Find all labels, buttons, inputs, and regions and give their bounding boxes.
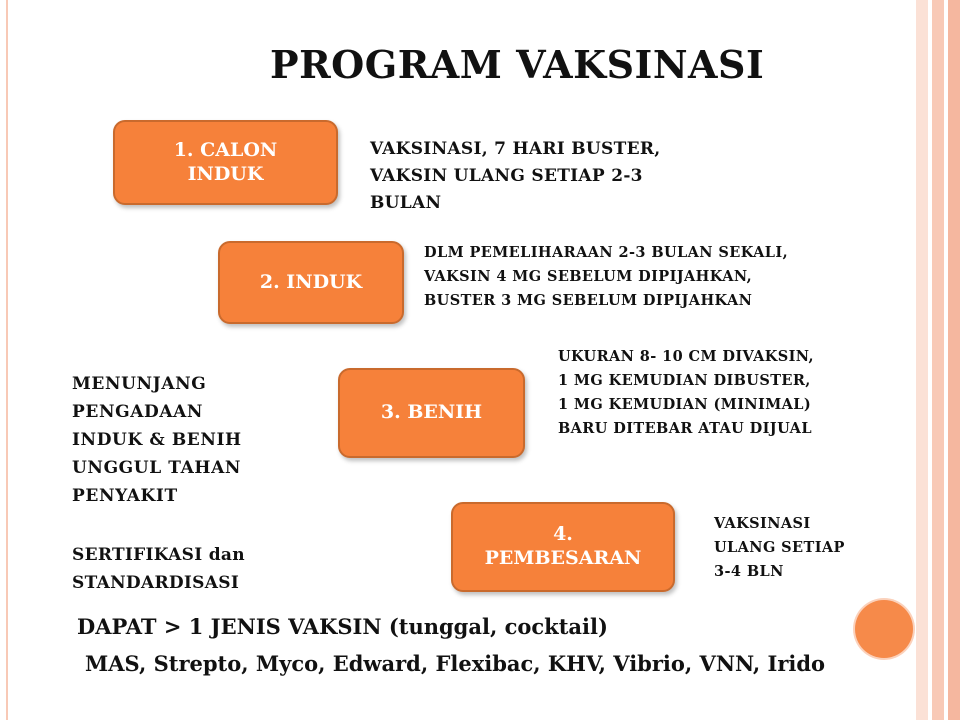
left-border-line — [6, 0, 8, 720]
step-box-pembesaran — [451, 502, 675, 592]
slide-title: PROGRAM VAKSINASI — [270, 42, 765, 87]
step-box-calon-induk — [113, 120, 338, 205]
decorative-circle — [855, 600, 913, 658]
side-note-support: MENUNJANG PENGADAAN INDUK & BENIH UNGGUL TAHAN PENYAKIT — [72, 374, 242, 506]
step-label: 3. BENIH — [380, 401, 483, 424]
step-description-pembesaran: VAKSINASI ULANG SETIAP 3-4 BLN — [714, 515, 845, 580]
step-box-benih — [338, 368, 525, 458]
step-description-benih: UKURAN 8- 10 CM DIVAKSIN, 1 MG KEMUDIAN DIBUSTER, 1 MG KEMUDIAN (MINIMAL) BARU DITEBAR ATAU DIJUAL — [558, 348, 814, 437]
step-label: 2. INDUK — [259, 270, 363, 293]
right-decorative-stripes — [916, 0, 960, 720]
step-description-calon-induk: VAKSINASI, 7 HARI BUSTER, VAKSIN ULANG SETIAP 2-3 BULAN — [370, 139, 661, 213]
step-label: 4. PEMBESARAN — [484, 523, 642, 569]
step-box-induk — [218, 241, 404, 324]
step-label: 1. CALON INDUK — [173, 138, 278, 185]
bottom-disease-list: MAS, Strepto, Myco, Edward, Flexibac, KHV, Vibrio, VNN, Irido — [85, 651, 826, 676]
bottom-vaccine-types: DAPAT > 1 JENIS VAKSIN (tunggal, cocktail) — [77, 614, 608, 639]
step-description-induk: DLM PEMELIHARAAN 2-3 BULAN SEKALI, VAKSIN 4 MG SEBELUM DIPIJAHKAN, BUSTER 3 MG SEBELUM DIPIJAHKAN — [424, 244, 789, 309]
side-note-certification: SERTIFIKASI dan STANDARDISASI — [72, 545, 245, 593]
